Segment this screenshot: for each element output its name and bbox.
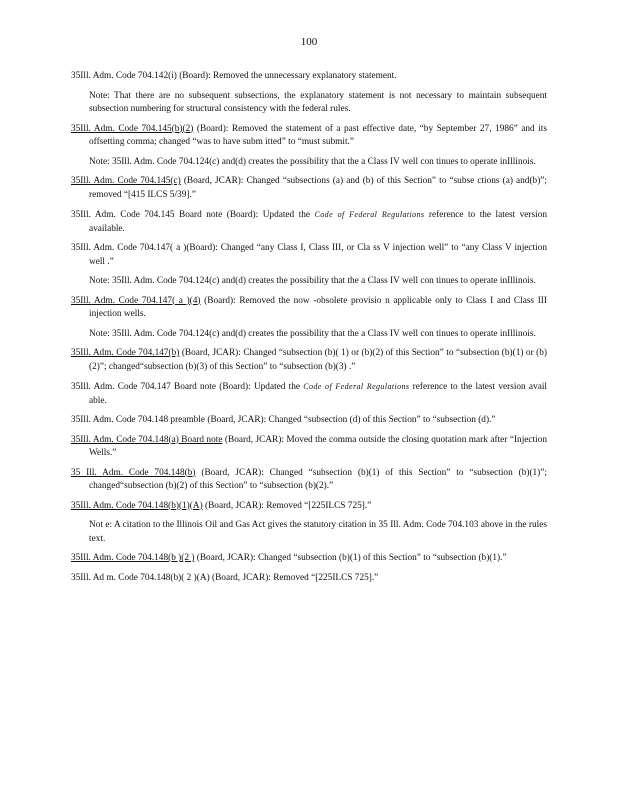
code-citation: 35 Ill. Adm. Code 704.148(b) bbox=[71, 467, 196, 478]
change-description: (Board): Changed “any Class I, Class III, or Cla ss V injection well” to “any Class V injection well .” bbox=[89, 243, 547, 267]
change-entry bbox=[71, 434, 547, 461]
change-description: (Board, JCAR): Changed “subsection (b)(1) of this Section” to “subsection (b)(1)”; changed“subsection (b)(2) of this Section” to “subsection (b)(2).” bbox=[89, 467, 547, 491]
editorial-note: Not e: A citation to the Illinois Oil and Gas Act gives the statutory citation in 35 Ill. Adm. Code 704.103 above in the rules text. bbox=[89, 520, 547, 544]
change-description: (Board): Removed the statement of a past effective date, “by September 27, 1986” and its offsetting comma; changed “was to have subm itted” to “must submit.” bbox=[89, 123, 548, 147]
code-citation: 35Ill. Adm. Code 704.148(b)(1)(A) bbox=[71, 500, 203, 511]
change-description: (Board, JCAR): Changed “subsection (b)( 1) or (b)(2) of this Section” to “subsection (b)(1) or (b)(2)”; changed“subsection (b)(3) of this Section” to “subsection (b)(3) .” bbox=[89, 348, 547, 372]
editorial-note: Note: 35Ill. Adm. Code 704.124(c) and(d) creates the possibility that the a Class IV well con tinues to operate inIllinois. bbox=[89, 156, 536, 167]
change-description: (Board, JCAR): Changed “subsection (b)(1) of this Section” to “subsection (b)(1).” bbox=[194, 553, 507, 563]
editorial-note: Note: 35Ill. Adm. Code 704.124(c) and(d) creates the possibility that the a Class IV well con tinues to operate inIllinois. bbox=[89, 328, 536, 339]
change-entry bbox=[71, 242, 547, 269]
code-citation: 35Ill. Adm. Code 704.147 bbox=[71, 382, 171, 392]
code-citation: 35Ill. Adm. Code 704.145(b)(2) bbox=[71, 123, 194, 134]
change-entry bbox=[71, 208, 547, 236]
change-entry bbox=[71, 70, 547, 84]
change-entry bbox=[71, 414, 547, 428]
code-citation: 35Ill. Adm. Code 704.142(i) bbox=[71, 71, 177, 81]
change-entry bbox=[71, 295, 547, 322]
change-entry bbox=[71, 467, 547, 494]
cfr-title: Code of Federal Regulations bbox=[303, 382, 410, 391]
change-description: (Board, JCAR): Moved the comma outside the closing quotation mark after “Injection Wells.” bbox=[89, 434, 547, 458]
change-description: Board note (Board): Updated the bbox=[170, 382, 304, 392]
change-description: (Board): Removed the now -obsolete provisio n applicable only to Class I and Class III injection wells. bbox=[89, 295, 547, 319]
change-entry bbox=[71, 380, 547, 408]
code-citation: 35Ill. Adm. Code 704.147( a )(4) bbox=[71, 295, 201, 306]
change-description-tail: reference to the latest version avail able. bbox=[89, 382, 547, 406]
change-entry bbox=[71, 572, 547, 586]
change-entry bbox=[71, 123, 547, 150]
code-citation: 35Ill. Adm. Code 704.147( a ) bbox=[71, 243, 187, 253]
editorial-note: Note: That there are no subsequent subsections, the explanatory statement is not necessary to maintain subsequent subsection numbering for structural consistency with the federal rules. bbox=[89, 90, 547, 114]
page-body bbox=[71, 70, 547, 591]
change-description: (Board, JCAR): Removed “[225ILCS 725].” bbox=[202, 500, 372, 511]
change-entry bbox=[71, 500, 547, 514]
change-description: preamble (Board, JCAR): Changed “subsection (d) of this Section” to “subsection (d).” bbox=[168, 415, 496, 425]
change-entry bbox=[71, 175, 547, 202]
code-citation: 35Ill. Adm. Code 704.145 bbox=[71, 210, 175, 220]
code-citation: 35Ill. Ad m. Code 704.148(b)( 2 )(A) bbox=[71, 572, 210, 583]
code-citation: 35Ill. Adm. Code 704.148 bbox=[71, 415, 169, 425]
change-description: (Board, JCAR): Changed “subsections (a) and (b) of this Section” to “subse ctions (a) and(b)”; removed “[415 ILCS 5/39].” bbox=[89, 176, 548, 200]
editorial-note: Note: 35Ill. Adm. Code 704.124(c) and(d) creates the possibility that the a Class IV well con tinues to operate inIllinois. bbox=[89, 276, 536, 286]
change-entry bbox=[71, 552, 547, 566]
change-description-tail: reference to the latest version available. bbox=[89, 210, 547, 234]
code-citation: 35Ill. Adm. Code 704.147(b) bbox=[71, 348, 180, 358]
code-citation: 35Ill. Adm. Code 704.145(c) bbox=[71, 176, 181, 186]
change-description: (Board, JCAR): Removed “[225ILCS 725].” bbox=[209, 572, 379, 583]
code-citation: 35Ill. Adm. Code 704.148(a) Board note bbox=[71, 434, 223, 445]
change-description: (Board): Removed the unnecessary explanatory statement. bbox=[176, 71, 397, 81]
cfr-title: Code of Federal Regulations bbox=[314, 210, 425, 219]
code-citation: 35Ill. Adm. Code 704.148(b )(2 ) bbox=[71, 553, 195, 563]
change-entry bbox=[71, 347, 547, 374]
change-description: Board note (Board): Updated the bbox=[174, 210, 315, 220]
page-number: 100 bbox=[300, 36, 318, 48]
